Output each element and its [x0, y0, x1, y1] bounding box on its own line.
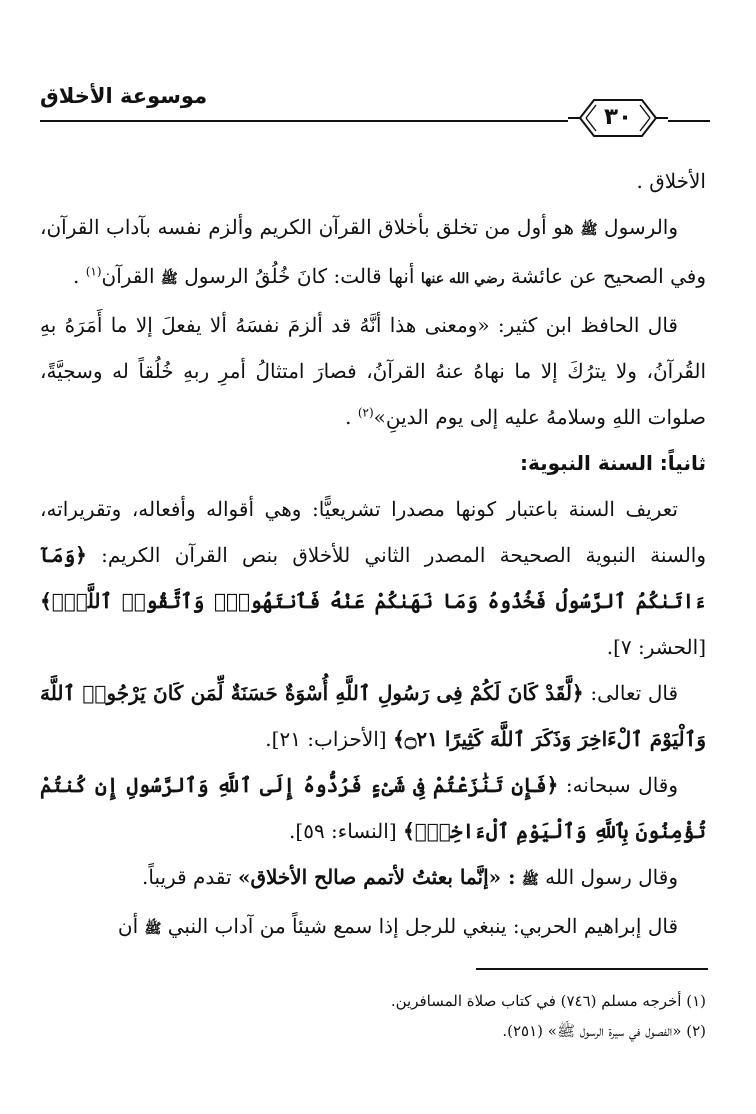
footnote-2: (٢) «الفصول في سيرة الرسول ﷺ» (٢٥١). — [502, 1022, 706, 1040]
quran-verse: ﴿لَّقَدْ كَانَ لَكُمْ فِى رَسُولِ ٱللَّهِ أُسْوَةٌ حَسَنَةٌ لِّمَن كَانَ يَرْجُوا۟ ٱللَّهَ وَٱلْيَوْمَ ٱلْءَاخِرَ وَذَكَرَ ٱللَّهَ كَثِيرًا ۝٢١﴾ — [40, 681, 706, 751]
verse-citation: [الأحزاب: ٢١]. — [265, 727, 387, 751]
paragraph-6: وقال سبحانه: ﴿فَإِن تَنَٰزَعْتُمْ فِى شَىْءٍ فَرُدُّوهُ إِلَى ٱللَّهِ وَٱلرَّسُولِ إِن كُنتُمْ تُؤْمِنُونَ بِٱللَّهِ وَٱلْيَوْمِ ٱلْءَاخِرِۚ﴾ [النساء: ٥٩]. — [40, 773, 706, 843]
salutation-glyph: رضي الله عنها — [420, 271, 505, 287]
paragraph-8: قال إبراهيم الحربي: ينبغي للرجل إذا سمع شيئاً من آداب النبي ﷺ أن — [117, 914, 678, 938]
salutation-glyph: ﷺ — [144, 921, 162, 937]
hadith-quote: : «إنَّما بعثتُ لأتمم صالح الأخلاق» — [237, 865, 516, 889]
verse-citation: [الحشر: ٧]. — [606, 635, 706, 659]
paragraph-5: قال تعالى: ﴿لَّقَدْ كَانَ لَكُمْ فِى رَسُولِ ٱللَّهِ أُسْوَةٌ حَسَنَةٌ لِّمَن كَانَ يَرْجُوا۟ ٱللَّهَ وَٱلْيَوْمَ ٱلْءَاخِرَ وَذَكَرَ ٱللَّهَ كَثِيرًا ۝٢١﴾ [الأحزاب: ٢١]. — [40, 681, 706, 751]
footnote-separator — [476, 968, 708, 970]
paragraph-1: الأخلاق . — [636, 169, 706, 193]
salutation-glyph: ﷺ — [521, 872, 539, 888]
quran-verse: ﴿فَإِن تَنَٰزَعْتُمْ فِى شَىْءٍ فَرُدُّوهُ إِلَى ٱللَّهِ وَٱلرَّسُولِ إِن كُنتُمْ تُؤْمِنُونَ بِٱللَّهِ وَٱلْيَوْمِ ٱلْءَاخِرِۚ﴾ — [40, 773, 706, 843]
section-heading: ثانياً: السنة النبوية: — [519, 451, 706, 475]
book-title: موسوعة الأخلاق — [40, 84, 208, 108]
footnotes — [40, 986, 706, 1046]
paragraph-7: وقال رسول الله ﷺ : «إنَّما بعثتُ لأتمم صالح الأخلاق» تقدم قريباً. — [142, 865, 678, 889]
page-number: ٣٠ — [603, 104, 633, 130]
header-rule-left — [40, 120, 568, 122]
paragraph-2: والرسول ﷺ هو أول من تخلق بأخلاق القرآن الكريم وألزم نفسه بآداب القرآن، وفي الصحيح عن عائشة رضي الله عنها أنها قالت: كانَ خُلُقُ الرسول ﷺ القرآن$^{(١)}$ . — [40, 215, 706, 288]
running-header — [40, 78, 710, 130]
salutation-glyph: ﷺ — [160, 271, 178, 287]
page-number-badge — [566, 92, 670, 144]
footnote-ref: (٢) — [357, 405, 374, 420]
footnote-1: (١) أخرجه مسلم (٧٤٦) في كتاب صلاة المسافرين. — [390, 992, 706, 1010]
verse-citation: [النساء: ٥٩]. — [289, 819, 397, 843]
footnote-ref: (١) — [85, 264, 102, 279]
body-text — [40, 158, 706, 952]
paragraph-3: قال الحافظ ابن كثير: «ومعنى هذا أنَّهُ قد ألزمَ نفسَهُ ألا يفعلَ إلا ما أَمَرَهُ بهِ القُرآنُ، ولا يترُكَ إلا ما نهاهُ عنهُ القرآنُ، فصارَ امتثالُ أمرِ ربهِ خُلُقاً له وسجيَّةً، صلوات اللهِ وسلامهُ عليه إلى يوم الدينِ»$^{(٢)}$ . — [40, 313, 706, 429]
paragraph-4: تعريف السنة باعتبار كونها مصدرا تشريعيًّا: وهي أقواله وأفعاله، وتقريراته، والسنة النبوية الصحيحة المصدر الثاني للأخلاق بنص القرآن الكريم: ﴿وَمَآ ءَاتَىٰكُمُ ٱلرَّسُولُ فَخُذُوهُ وَمَا نَهَىٰكُمْ عَنْهُ فَٱنتَهُوا۟ۚ وَٱتَّقُوا۟ ٱللَّهَۖ﴾ [الحشر: ٧]. — [40, 497, 706, 659]
quran-verse: ﴿وَمَآ ءَاتَىٰكُمُ ٱلرَّسُولُ فَخُذُوهُ وَمَا نَهَىٰكُمْ عَنْهُ فَٱنتَهُوا۟ۚ وَٱتَّقُوا۟ ٱللَّهَۖ﴾ — [40, 543, 706, 613]
header-rule-right — [668, 120, 710, 122]
salutation-glyph: ﷺ — [580, 222, 598, 238]
